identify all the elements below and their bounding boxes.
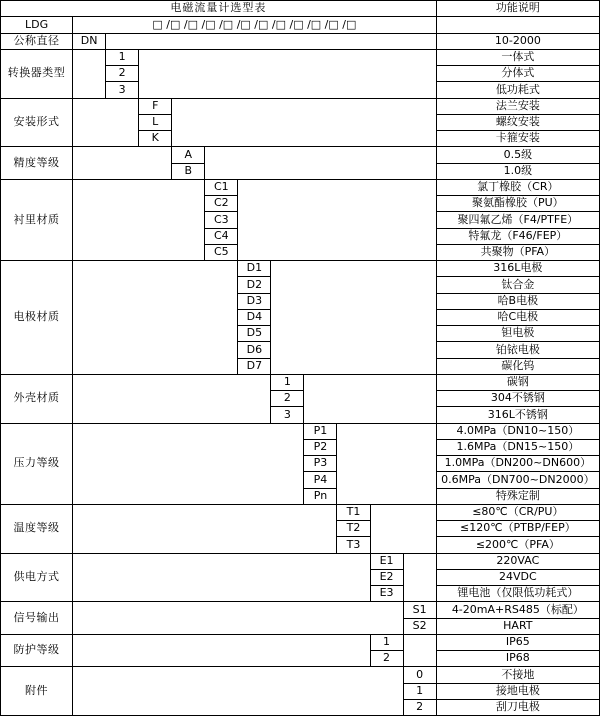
- desc-housing-material-2: 304不锈钢: [436, 391, 599, 407]
- row-housing-material-1: [1, 374, 600, 390]
- code-pressure-rating-2: P2: [304, 439, 337, 455]
- category-signal-output: 信号输出: [1, 602, 73, 635]
- desc-electrode-material-5: 钽电极: [436, 326, 599, 342]
- code-pressure-rating-1: P1: [304, 423, 337, 439]
- row-liner-material-1: [1, 179, 600, 195]
- desc-protection-rating-2: IP68: [436, 651, 599, 667]
- category-nominal-diameter: 公称直径: [1, 33, 73, 49]
- desc-electrode-material-3: 哈B电极: [436, 293, 599, 309]
- desc-housing-material-1: 碳钢: [436, 374, 599, 390]
- desc-mounting-type-2: 螺纹安装: [436, 114, 599, 130]
- desc-temperature-rating-3: ≤200℃（PFA）: [436, 537, 599, 553]
- code-accessory-2: 1: [403, 683, 436, 699]
- spacer: [73, 423, 304, 504]
- code-accessory-3: 2: [403, 699, 436, 715]
- model-prefix: LDG: [1, 17, 73, 33]
- spacer: [370, 504, 436, 553]
- row-pressure-rating-1: [1, 423, 600, 439]
- desc-temperature-rating-2: ≤120℃（PTBP/FEP）: [436, 521, 599, 537]
- category-pressure-rating: 压力等级: [1, 423, 73, 504]
- code-liner-material-3: C3: [205, 212, 238, 228]
- desc-electrode-material-6: 铂铱电极: [436, 342, 599, 358]
- row-accuracy-1: [1, 147, 600, 163]
- desc-power-supply-2: 24VDC: [436, 569, 599, 585]
- desc-housing-material-3: 316L不锈钢: [436, 407, 599, 423]
- desc-converter-type-1: 一体式: [436, 49, 599, 65]
- code-accessory-1: 0: [403, 667, 436, 683]
- spacer: [271, 261, 436, 375]
- spacer: [73, 374, 271, 423]
- desc-protection-rating-1: IP65: [436, 634, 599, 650]
- category-temperature-rating: 温度等级: [1, 504, 73, 553]
- spacer: [73, 602, 403, 635]
- category-accuracy: 精度等级: [1, 147, 73, 180]
- desc-power-supply-1: 220VAC: [436, 553, 599, 569]
- code-housing-material-3: 3: [271, 407, 304, 423]
- desc-accessory-1: 不接地: [436, 667, 599, 683]
- desc-electrode-material-2: 钛合金: [436, 277, 599, 293]
- desc-electrode-material-7: 碳化钨: [436, 358, 599, 374]
- code-accuracy-2: B: [172, 163, 205, 179]
- code-electrode-material-6: D6: [238, 342, 271, 358]
- desc-liner-material-2: 聚氨酯橡胶（PU）: [436, 196, 599, 212]
- desc-liner-material-1: 氯丁橡胶（CR）: [436, 179, 599, 195]
- code-liner-material-1: C1: [205, 179, 238, 195]
- code-liner-material-4: C4: [205, 228, 238, 244]
- code-electrode-material-1: D1: [238, 261, 271, 277]
- code-electrode-material-5: D5: [238, 326, 271, 342]
- code-accuracy-1: A: [172, 147, 205, 163]
- code-power-supply-2: E2: [370, 569, 403, 585]
- desc-electrode-material-4: 哈C电极: [436, 309, 599, 325]
- desc-electrode-material-1: 316L电极: [436, 261, 599, 277]
- desc-accessory-3: 刮刀电极: [436, 699, 599, 715]
- code-protection-rating-2: 2: [370, 651, 403, 667]
- row-protection-rating-1: [1, 634, 600, 650]
- spacer: [238, 179, 436, 260]
- category-protection-rating: 防护等级: [1, 634, 73, 667]
- code-dn: DN: [73, 33, 106, 49]
- desc-mounting-type-3: 卡箍安装: [436, 131, 599, 147]
- table-title: 电磁流量计选型表: [1, 1, 437, 17]
- code-mounting-type-1: F: [139, 98, 172, 114]
- code-electrode-material-3: D3: [238, 293, 271, 309]
- category-housing-material: 外壳材质: [1, 374, 73, 423]
- desc-pressure-rating-1: 4.0MPa（DN10~150）: [436, 423, 599, 439]
- code-pressure-rating-5: Pn: [304, 488, 337, 504]
- desc-nominal-diameter: 10-2000: [436, 33, 599, 49]
- code-pressure-rating-4: P4: [304, 472, 337, 488]
- desc-temperature-rating-1: ≤80℃（CR/PU）: [436, 504, 599, 520]
- desc-accuracy-1: 0.5级: [436, 147, 599, 163]
- desc-liner-material-5: 共聚物（PFA）: [436, 244, 599, 260]
- code-electrode-material-2: D2: [238, 277, 271, 293]
- category-liner-material: 衬里材质: [1, 179, 73, 260]
- desc-pressure-rating-4: 0.6MPa（DN700~DN2000）: [436, 472, 599, 488]
- code-temperature-rating-2: T2: [337, 521, 370, 537]
- desc-accuracy-2: 1.0级: [436, 163, 599, 179]
- row-nominal-diameter: [1, 33, 600, 49]
- row-temperature-rating-1: [1, 504, 600, 520]
- table-header-row: [1, 1, 600, 17]
- code-housing-material-2: 2: [271, 391, 304, 407]
- model-code-desc-blank: [436, 17, 599, 33]
- spacer: [139, 49, 436, 98]
- spacer: [73, 667, 403, 716]
- desc-power-supply-3: 锂电池（仅限低功耗式）: [436, 586, 599, 602]
- spacer: [205, 147, 436, 180]
- spacer: [73, 553, 370, 602]
- row-electrode-material-1: [1, 261, 600, 277]
- model-code-row: [1, 17, 600, 33]
- desc-pressure-rating-3: 1.0MPa（DN200~DN600）: [436, 456, 599, 472]
- spacer: [73, 179, 205, 260]
- code-converter-type-2: 2: [106, 66, 139, 82]
- code-housing-material-1: 1: [271, 374, 304, 390]
- spacer: [304, 374, 436, 423]
- category-power-supply: 供电方式: [1, 553, 73, 602]
- category-mounting-type: 安装形式: [1, 98, 73, 147]
- code-temperature-rating-1: T1: [337, 504, 370, 520]
- desc-mounting-type-1: 法兰安装: [436, 98, 599, 114]
- desc-pressure-rating-2: 1.6MPa（DN15~150）: [436, 439, 599, 455]
- spacer: [403, 634, 436, 667]
- desc-signal-output-1: 4-20mA+RS485（标配）: [436, 602, 599, 618]
- model-code-boxes: □ /□ /□ /□ /□ /□ /□ /□ /□ /□ /□ /□: [73, 17, 437, 33]
- spacer: [403, 553, 436, 602]
- code-pressure-rating-3: P3: [304, 456, 337, 472]
- spacer: [172, 98, 436, 147]
- code-power-supply-1: E1: [370, 553, 403, 569]
- spacer: [73, 504, 337, 553]
- code-liner-material-2: C2: [205, 196, 238, 212]
- code-electrode-material-4: D4: [238, 309, 271, 325]
- desc-pressure-rating-5: 特殊定制: [436, 488, 599, 504]
- category-converter-type: 转换器类型: [1, 49, 73, 98]
- code-signal-output-1: S1: [403, 602, 436, 618]
- desc-signal-output-2: HART: [436, 618, 599, 634]
- code-electrode-material-7: D7: [238, 358, 271, 374]
- desc-liner-material-3: 聚四氟乙烯（F4/PTFE）: [436, 212, 599, 228]
- row-signal-output-1: [1, 602, 600, 618]
- code-temperature-rating-3: T3: [337, 537, 370, 553]
- code-mounting-type-3: K: [139, 131, 172, 147]
- category-accessory: 附件: [1, 667, 73, 716]
- code-converter-type-1: 1: [106, 49, 139, 65]
- spacer: [106, 33, 437, 49]
- spacer: [73, 49, 106, 98]
- desc-accessory-2: 接地电极: [436, 683, 599, 699]
- code-mounting-type-2: L: [139, 114, 172, 130]
- category-electrode-material: 电极材质: [1, 261, 73, 375]
- code-protection-rating-1: 1: [370, 634, 403, 650]
- row-converter-type-1: [1, 49, 600, 65]
- function-header: 功能说明: [436, 1, 599, 17]
- code-signal-output-2: S2: [403, 618, 436, 634]
- spacer: [73, 634, 370, 667]
- desc-liner-material-4: 特氟龙（F46/FEP）: [436, 228, 599, 244]
- spacer: [337, 423, 436, 504]
- code-power-supply-3: E3: [370, 586, 403, 602]
- code-converter-type-3: 3: [106, 82, 139, 98]
- code-liner-material-5: C5: [205, 244, 238, 260]
- row-mounting-type-1: [1, 98, 600, 114]
- row-accessory-1: [1, 667, 600, 683]
- desc-converter-type-3: 低功耗式: [436, 82, 599, 98]
- spacer: [73, 261, 238, 375]
- spacer: [73, 98, 139, 147]
- row-power-supply-1: [1, 553, 600, 569]
- spacer: [73, 147, 172, 180]
- desc-converter-type-2: 分体式: [436, 66, 599, 82]
